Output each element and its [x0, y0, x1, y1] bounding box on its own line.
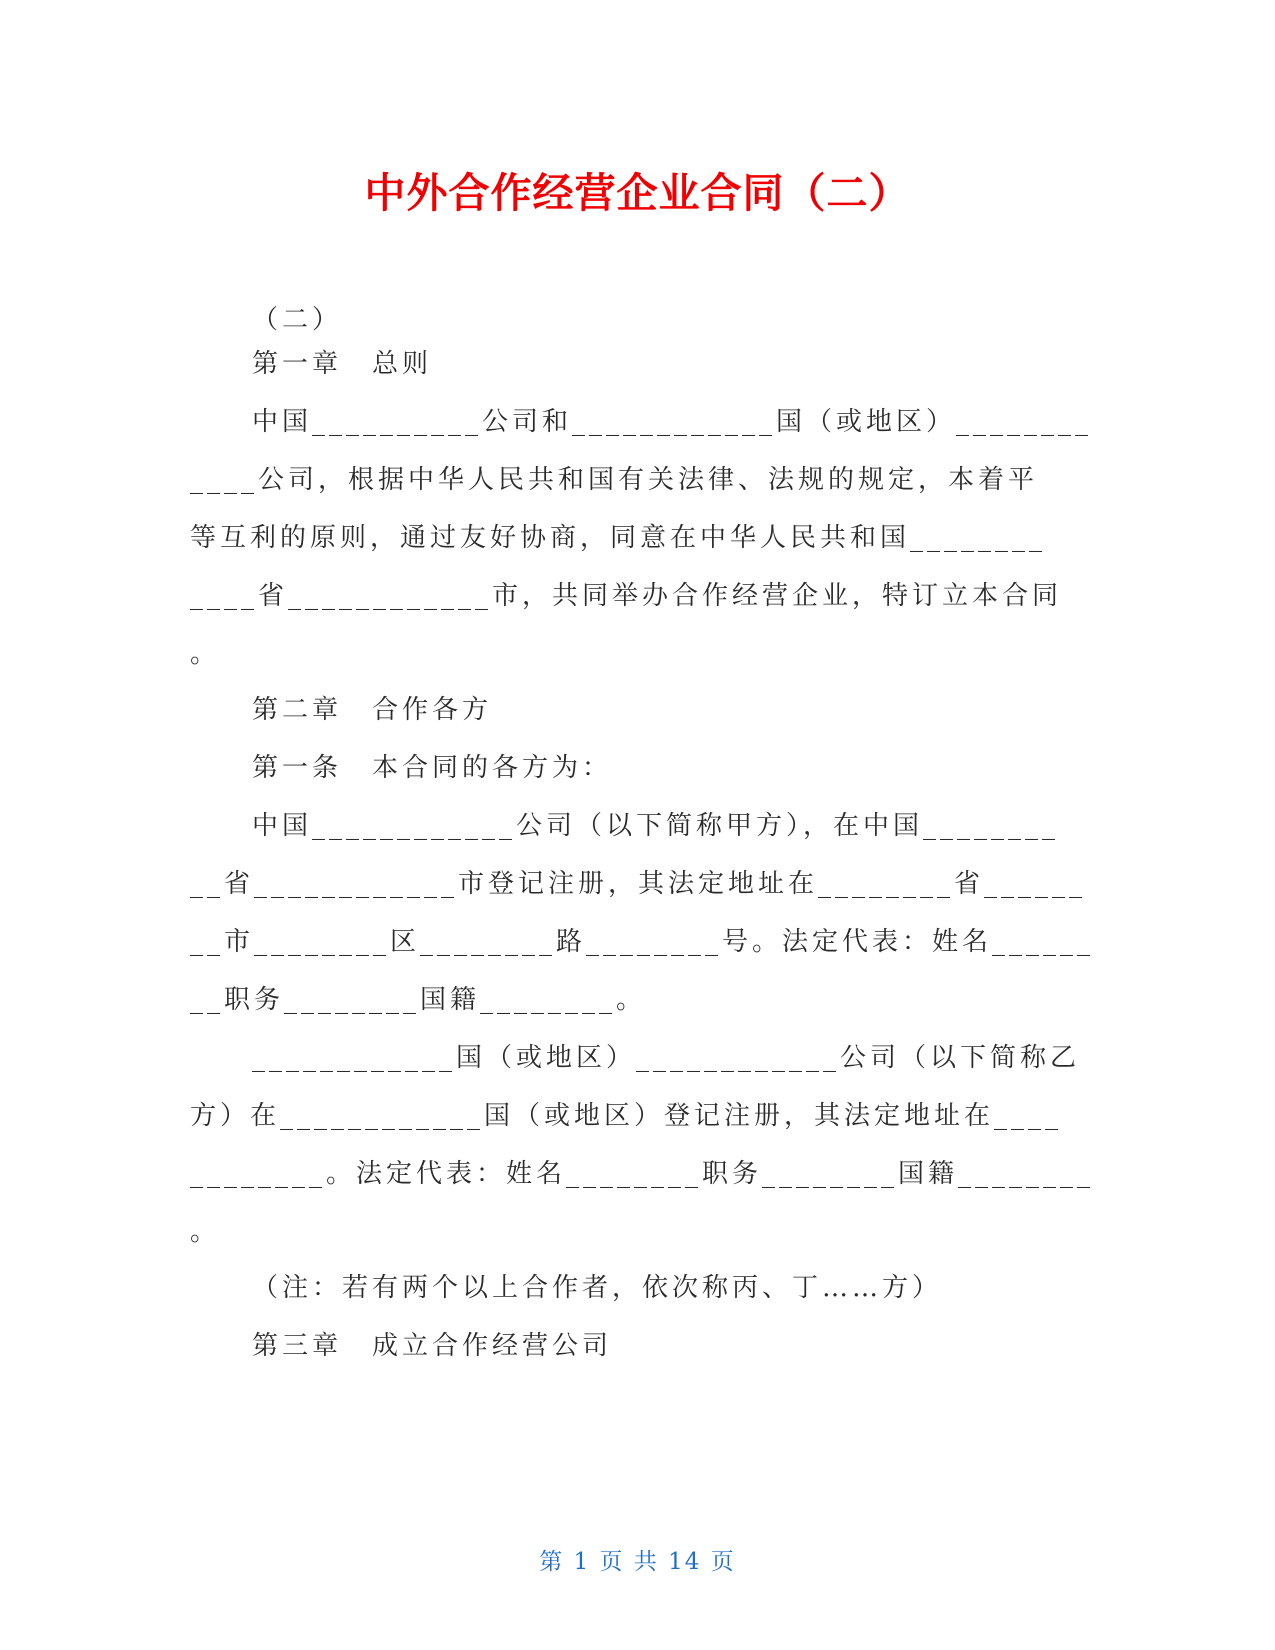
- paragraph-line: ____省____________市，共同举办合作经营企业，特订立本合同: [190, 581, 1063, 611]
- paragraph-line: 中国____________公司（以下简称甲方），在中国________: [252, 811, 1060, 841]
- paragraph-line: 。: [190, 1217, 221, 1247]
- paragraph-line: 方）在____________国（或地区）登记注册，其法定地址在____: [190, 1101, 1063, 1131]
- paragraph-line: ________。法定代表：姓名________职务________国籍________: [190, 1159, 1095, 1189]
- chapter-3-heading: 第三章 成立合作经营公司: [252, 1331, 613, 1361]
- chapter-1-heading: 第一章 总则: [252, 349, 433, 379]
- document-title: 中外合作经营企业合同（二）: [364, 169, 911, 217]
- paragraph-line: 等互利的原则，通过友好协商，同意在中华人民共和国________: [190, 523, 1047, 553]
- note-line: （注：若有两个以上合作者，依次称丙、丁……方）: [252, 1273, 943, 1303]
- page-footer: 第 1 页 共 14 页: [539, 1549, 736, 1575]
- paragraph-line: ____公司，根据中华人民共和国有关法律、法规的规定，本着平: [190, 465, 1039, 495]
- paragraph-line: __省____________市登记注册，其法定地址在________省______: [190, 869, 1087, 899]
- paragraph-line: 。: [190, 639, 221, 669]
- article-1-heading: 第一条 本合同的各方为：: [252, 753, 613, 783]
- chapter-2-heading: 第二章 合作各方: [252, 695, 493, 725]
- paragraph-line: __职务________国籍________。: [190, 985, 647, 1015]
- paragraph-line: __市________区________路________号。法定代表：姓名______: [190, 927, 1095, 957]
- paragraph-line: ____________国（或地区）____________公司（以下简称乙: [252, 1043, 1081, 1073]
- paragraph-line: 中国__________公司和____________国（或地区）________: [252, 407, 1093, 437]
- section-number: （二）: [252, 305, 343, 335]
